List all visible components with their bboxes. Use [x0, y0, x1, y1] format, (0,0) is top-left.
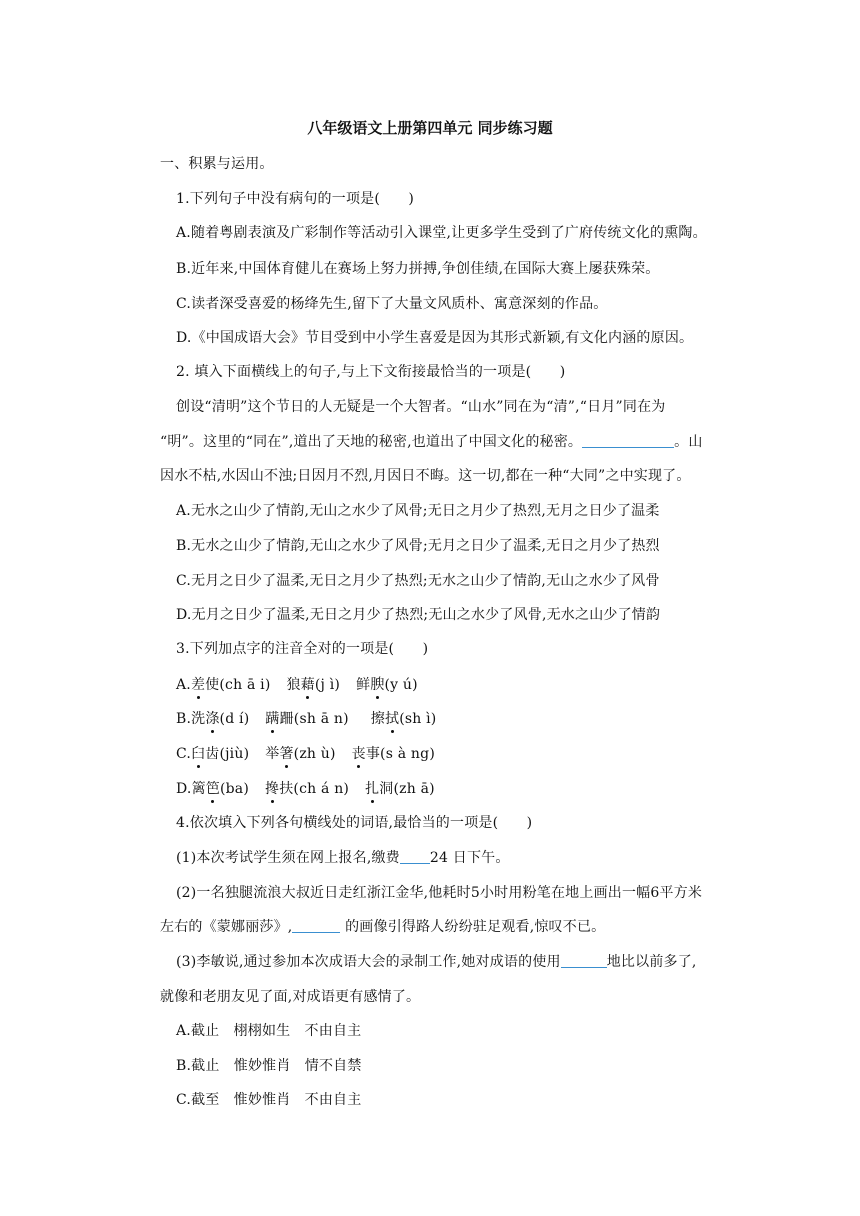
- q4-blank-3: [561, 953, 607, 968]
- q3-option-c: [176, 743, 435, 763]
- plain-char: 擦: [370, 711, 385, 727]
- q4-blank-2: [292, 918, 340, 933]
- option-letter: C.: [176, 746, 192, 762]
- plain-char: 篱: [191, 781, 206, 797]
- q2-passage-line-3: 因水不枯,水因山不浊;日因月不烈,月因日不晦。这一切,都在一种“大同”之中实现了。: [160, 468, 691, 484]
- plain-char: 鲜: [356, 677, 371, 693]
- q4-sentence-1: [176, 847, 510, 867]
- dotted-char: 腴: [370, 674, 384, 694]
- pinyin-text: 事(s à ng): [365, 746, 435, 762]
- sentence-text: (1)本次考试学生须在网上报名,缴费: [176, 850, 400, 866]
- q1-option-b: B.近年来,中国体育健儿在赛场上努力拼搏,争创佳绩,在国际大赛上屡获殊荣。: [176, 261, 660, 277]
- sentence-text: 的画像引得路人纷纷驻足观看,惊叹不已。: [340, 919, 606, 935]
- q4-option-b: B.截止 惟妙惟肖 情不自禁: [176, 1058, 362, 1074]
- q2-option-a: A.无水之山少了情韵,无山之水少了风骨;无日之月少了热烈,无月之日少了温柔: [176, 503, 660, 519]
- sentence-text: 地比以前多了,: [606, 954, 697, 970]
- q4-stem: 4.依次填入下列各句横线处的词语,最恰当的一项是( ): [176, 815, 533, 831]
- q4-option-a: A.截止 栩栩如生 不由自主: [176, 1023, 362, 1039]
- q1-option-d: D.《中国成语大会》节目受到中小学生喜爱是因为其形式新颖,有文化内涵的原因。: [176, 330, 694, 346]
- pinyin-text: 洞(zh ā): [379, 781, 435, 797]
- q3-option-d: [176, 778, 435, 798]
- dotted-char: 藉: [301, 674, 315, 694]
- pinyin-text: (zh ù): [293, 746, 336, 762]
- q2-stem: 2. 填入下面横线上的句子,与上下文衔接最恰当的一项是( ): [176, 364, 566, 380]
- q2-option-c: C.无月之日少了温柔,无日之月少了热烈;无水之山少了情韵,无山之水少了风骨: [176, 573, 660, 589]
- pinyin-text: (ba): [219, 781, 250, 797]
- pinyin-text: (d í): [219, 711, 250, 727]
- q2-answer-blank: [582, 433, 674, 448]
- plain-char: 举: [265, 746, 280, 762]
- q3-option-b: [176, 708, 436, 728]
- q1-option-a: A.随着粤剧表演及广彩制作等活动引入课堂,让更多学生受到了广府传统文化的熏陶。: [176, 225, 707, 241]
- pinyin-text: (j ì): [314, 677, 341, 693]
- q4-sentence-2-line-1: (2)一名独腿流浪大叔近日走红浙江金华,他耗时5小时用粉笔在地上画出一幅6平方米: [176, 885, 703, 901]
- q4-sentence-3-line-2: 就像和老朋友见了面,对成语更有感情了。: [160, 989, 421, 1005]
- pinyin-text: 跚(sh ā n): [279, 711, 349, 727]
- pinyin-text: 扶(ch á n): [279, 781, 350, 797]
- dotted-char: 臼: [191, 743, 205, 763]
- sentence-text: 24 日下午。: [429, 850, 510, 866]
- page-title: 八年级语文上册第四单元 同步练习题: [307, 119, 553, 137]
- q2-passage-text: “明”。这里的“同在”,道出了天地的秘密,也道出了中国文化的秘密。: [160, 434, 583, 450]
- option-letter: A.: [176, 677, 191, 693]
- pinyin-text: 齿(jiù): [205, 746, 250, 762]
- dotted-char: 差: [191, 674, 205, 694]
- option-letter: B.: [176, 711, 192, 727]
- dotted-char: 搀: [265, 778, 279, 798]
- q2-passage-line-2: [160, 431, 703, 451]
- q3-stem: 3.下列加点字的注音全对的一项是( ): [176, 641, 429, 657]
- q2-option-b: B.无水之山少了情韵,无山之水少了风骨;无月之日少了温柔,无日之月少了热烈: [176, 538, 660, 554]
- q2-passage-line-1: 创设“清明”这个节日的人无疑是一个大智者。“山水”同在为“清”,“日月”同在为: [176, 399, 666, 415]
- plain-char: 狼: [286, 677, 301, 693]
- dotted-char: 蹒: [265, 708, 279, 728]
- q4-sentence-2-line-2: [160, 916, 605, 936]
- section-heading: 一、积累与运用。: [160, 156, 274, 172]
- dotted-char: 扎: [365, 778, 379, 798]
- dotted-char: 丧: [352, 743, 366, 763]
- sentence-text: 左右的《蒙娜丽莎》,: [160, 919, 293, 935]
- dotted-char: 涤: [205, 708, 219, 728]
- q1-stem: 1.下列句子中没有病句的一项是( ): [176, 191, 415, 207]
- pinyin-text: (y ú): [384, 677, 418, 693]
- q1-option-c: C.读者深受喜爱的杨绛先生,留下了大量文风质朴、寓意深刻的作品。: [176, 296, 608, 312]
- dotted-char: 箸: [279, 743, 293, 763]
- q4-sentence-3-line-1: [176, 951, 697, 971]
- option-letter: D.: [176, 781, 192, 797]
- pinyin-text: 使(ch ā i): [205, 677, 271, 693]
- q2-option-d: D.无月之日少了温柔,无日之月少了热烈;无山之水少了风骨,无水之山少了情韵: [176, 607, 661, 623]
- sentence-text: (3)李敏说,通过参加本次成语大会的录制工作,她对成语的使用: [176, 954, 561, 970]
- pinyin-text: (sh ì): [399, 711, 437, 727]
- q2-passage-tail: 。山: [674, 434, 703, 450]
- dotted-char: 笆: [206, 778, 220, 798]
- dotted-char: 拭: [385, 708, 399, 728]
- q4-blank-1: [400, 849, 430, 864]
- plain-char: 洗: [191, 711, 206, 727]
- q3-option-a: [176, 674, 418, 694]
- q4-option-c: C.截至 惟妙惟肖 不由自主: [176, 1092, 362, 1108]
